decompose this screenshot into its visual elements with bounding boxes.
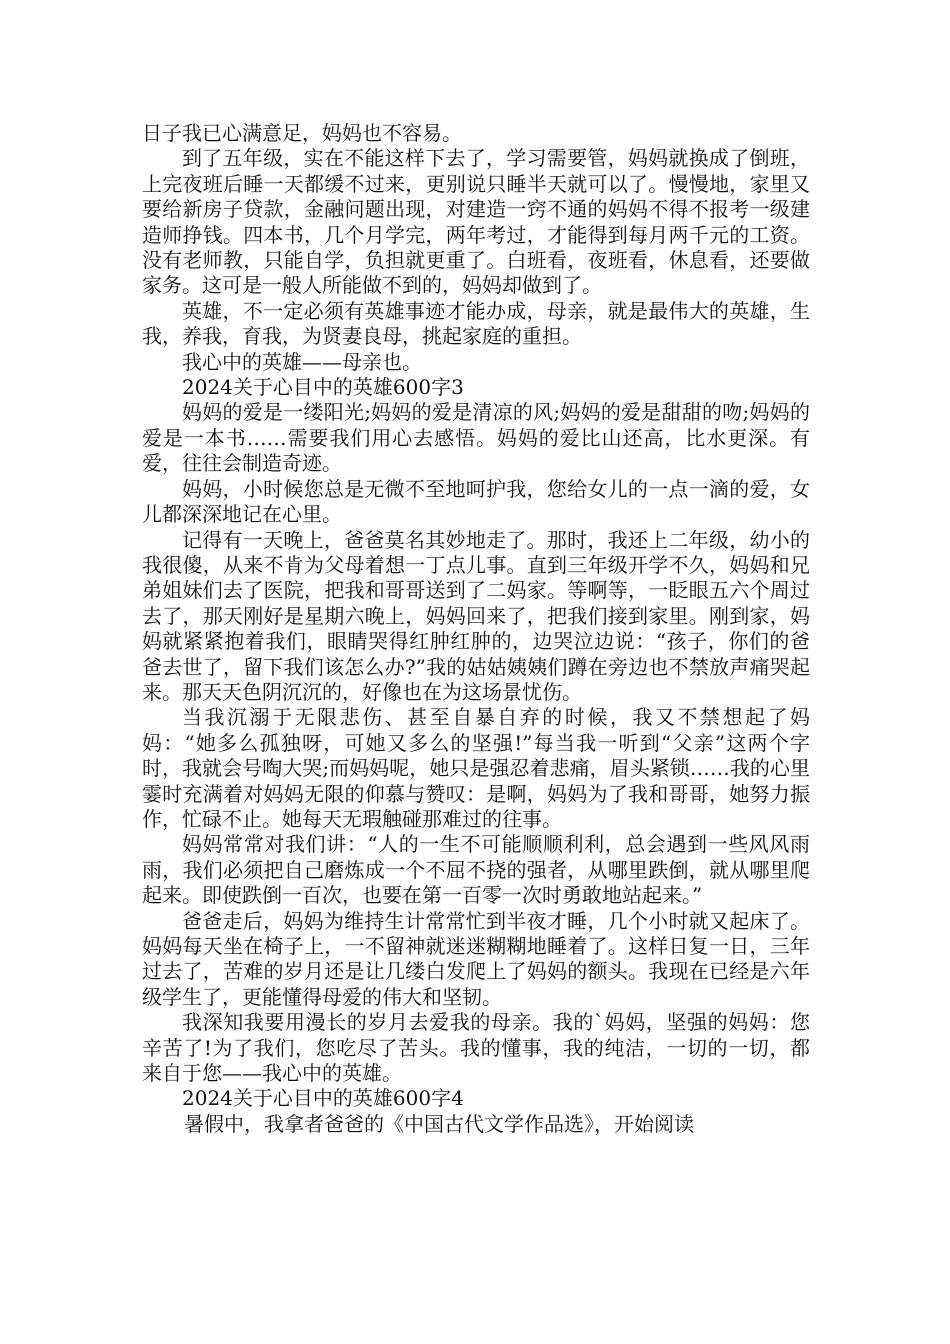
paragraph: 记得有一天晚上，爸爸莫名其妙地走了。那时，我还上二年级，幼小的我很傻，从来不肯为父母着想一丁点儿事。直到三年级开学不久，妈妈和兄弟姐妹们去了医院，把我和哥哥送到了二妈家。等啊等，一眨眼五六个周过去了，那天刚好是星期六晚上，妈妈回来了，把我们接到家里。刚到家，妈妈就紧紧抱着我们，眼睛哭得红肿红肿的，边哭泣边说：“孩子，你们的爸爸去世了，留下我们该怎么办?”我的姑姑姨姨们蹲在旁边也不禁放声痛哭起来。那天天色阴沉沉的，好像也在为这场景忧伤。 xyxy=(142,527,810,704)
paragraph: 我深知我要用漫长的岁月去爱我的母亲。我的`妈妈，坚强的妈妈：您辛苦了!为了我们，您吃尽了苦头。我的懂事，我的纯洁，一切的一切，都来自于您——我心中的英雄。 xyxy=(142,1010,810,1086)
paragraph: 我心中的英雄——母亲也。 xyxy=(182,349,422,374)
paragraph: 英雄，不一定必须有英雄事迹才能办成，母亲，就是最伟大的英雄，生我，养我，育我，为贤妻良母，挑起家庭的重担。 xyxy=(142,298,810,349)
section-heading: 2024关于心目中的英雄600字3 xyxy=(182,375,464,400)
paragraph: 妈妈常常对我们讲：“人的一生不可能顺顺利利，总会遇到一些风风雨雨，我们必须把自己磨炼成一个不屈不挠的强者，从哪里跌倒，就从哪里爬起来。即使跌倒一百次，也要在第一百零一次时勇敢地站起来。” xyxy=(142,832,810,908)
paragraph: 暑假中，我拿者爸爸的《中国古代文学作品选》，开始阅读 xyxy=(184,1111,694,1136)
paragraph: 日子我已心满意足，妈妈也不容易。 xyxy=(142,121,462,145)
paragraph: 当我沉溺于无限悲伤、甚至自暴自弃的时候，我又不禁想起了妈妈：“她多么孤独呀，可她又多么的坚强!”每当我一听到“父亲”这两个字时，我就会号啕大哭;而妈妈呢，她只是强忍着悲痛，眉头紧锁……我的心里霎时充满着对妈妈无限的仰慕与赞叹：是啊，妈妈为了我和哥哥，她努力振作，忙碌不止。她每天无瑕触碰那难过的往事。 xyxy=(142,705,810,831)
section-heading: 2024关于心目中的英雄600字4 xyxy=(182,1086,464,1111)
paragraph: 到了五年级，实在不能这样下去了，学习需要管，妈妈就换成了倒班，上完夜班后睡一天都缓不过来，更别说只睡半天就可以了。慢慢地，家里又要给新房子贷款，金融问题出现，对建造一窍不通的妈妈不得不报考一级建造师挣钱。四本书，几个月学完，两年考过，才能得到每月两千元的工资。没有老师教，只能自学，负担就更重了。白班看，夜班看，休息看，还要做家务。这可是一般人所能做不到的，妈妈却做到了。 xyxy=(142,146,810,298)
paragraph: 爸爸走后，妈妈为维持生计常常忙到半夜才睡，几个小时就又起床了。妈妈每天坐在椅子上，一不留神就迷迷糊糊地睡着了。这样日复一日，三年过去了，苦难的岁月还是让几缕白发爬上了妈妈的额头。我现在已经是六年级学生了，更能懂得母爱的伟大和坚韧。 xyxy=(142,908,810,1009)
paragraph: 妈妈，小时候您总是无微不至地呵护我，您给女儿的一点一滴的爱，女儿都深深地记在心里。 xyxy=(142,476,810,527)
document-page xyxy=(142,121,810,1137)
paragraph: 妈妈的爱是一缕阳光;妈妈的爱是清凉的风;妈妈的爱是甜甜的吻;妈妈的爱是一本书……需要我们用心去感悟。妈妈的爱比山还高，比水更深。有爱，往往会制造奇迹。 xyxy=(142,400,810,476)
